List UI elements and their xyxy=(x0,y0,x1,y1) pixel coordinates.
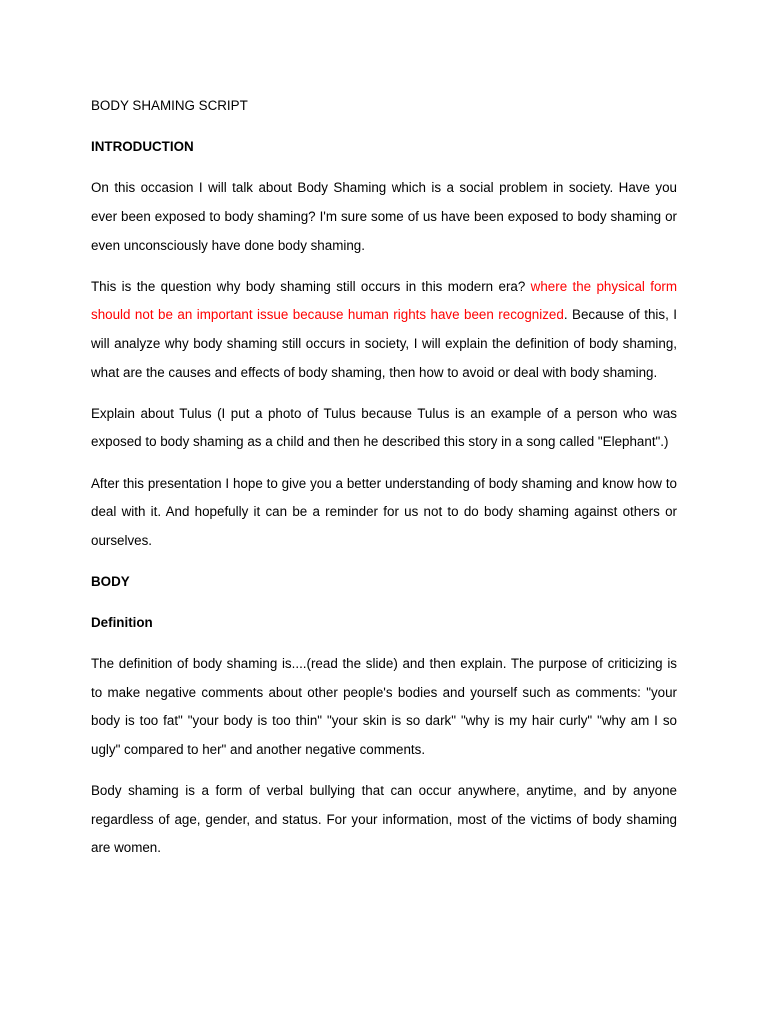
definition-heading: Definition xyxy=(91,615,153,631)
definition-paragraph-2: Body shaming is a form of verbal bullying that can occur anywhere, anytime, and by anyone regardless of age, gender, and status. For your information, most of the victims of body shaming are women. xyxy=(91,783,677,856)
body-heading: BODY xyxy=(91,573,130,589)
highlighted-text: where the physical form should not be an important issue because human rights have been recognized xyxy=(91,278,678,323)
intro-paragraph-1: On this occasion I will talk about Body Shaming which is a social problem in society. Have you ever been exposed to body shaming? I'm sure some of us have been exposed to body shaming or even unconsciously have done body shaming. xyxy=(91,180,677,253)
intro-paragraph-2-text-2: . Because of this, I will analyze why body shaming still occurs in society, I will explain the definition of body shaming, what are the causes and effects of body shaming, then how to avoid or deal with body shaming. xyxy=(91,307,677,380)
intro-paragraph-4: After this presentation I hope to give you a better understanding of body shaming and know how to deal with it. And hopefully it can be a reminder for us not to do body shaming against others or ourselves. xyxy=(91,475,677,548)
document-page xyxy=(91,92,677,876)
intro-paragraph-2 xyxy=(91,273,677,387)
definition-paragraph-1: The definition of body shaming is....(read the slide) and then explain. The purpose of criticizing is to make negative comments about other people's bodies and yourself such as comments: "your body is too fat" "your body is too thin" "your skin is so dark" "why is my hair curly" "why am I so ugly" compared to her" and another negative comments. xyxy=(91,656,677,758)
intro-paragraph-3: Explain about Tulus (I put a photo of Tulus because Tulus is an example of a person who was exposed to body shaming as a child and then he described this story in a song called "Elephant".) xyxy=(91,405,677,450)
intro-paragraph-2-text-1: This is the question why body shaming still occurs in this modern era? xyxy=(91,278,531,294)
introduction-heading: INTRODUCTION xyxy=(91,139,194,155)
document-title: BODY SHAMING SCRIPT xyxy=(91,98,248,113)
